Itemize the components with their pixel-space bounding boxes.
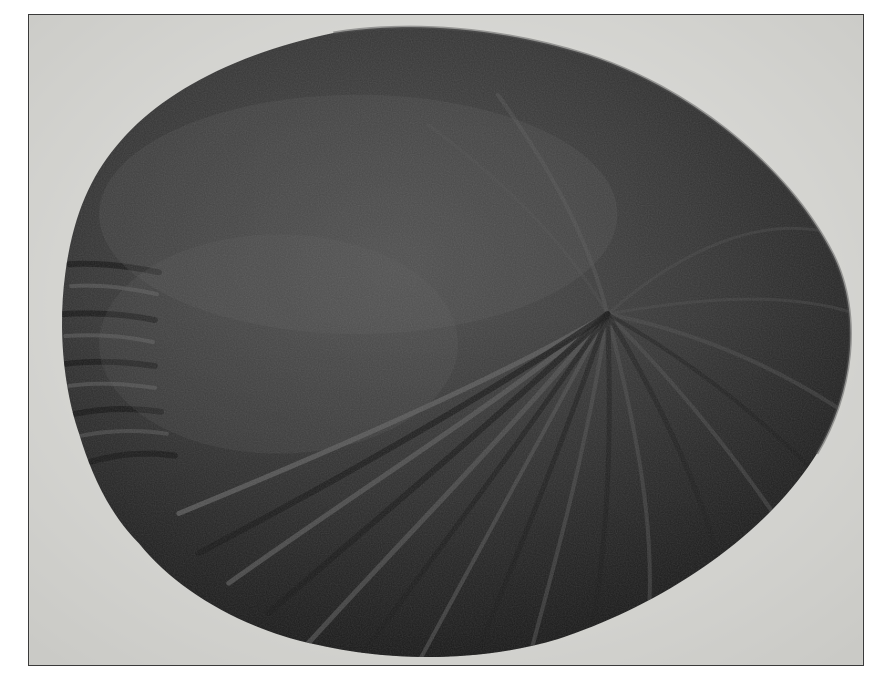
fluted-stone-photograph — [29, 15, 863, 665]
photograph-plate — [28, 14, 864, 666]
